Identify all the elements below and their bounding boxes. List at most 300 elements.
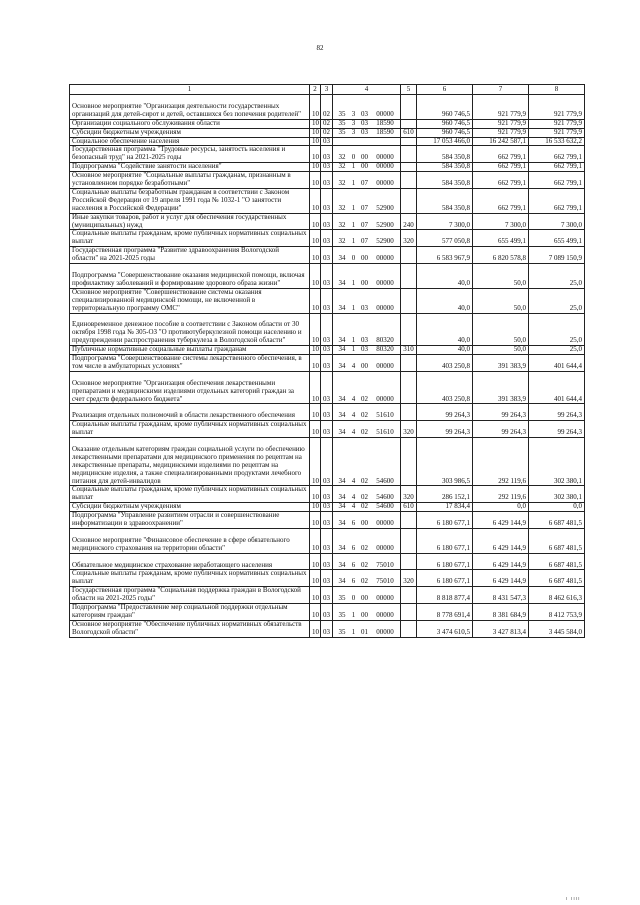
target-article-code xyxy=(333,346,401,355)
amount-year-3: 25,0 xyxy=(529,264,585,289)
row-name: Единовременное денежное пособие в соответствии с Законом области от 30 октября 1998 года № 305-ОЗ "О противотуберкулезной помощи населению и предупреждении распространения туберкулеза в Вологодской области" xyxy=(70,313,310,346)
section-code: 10 xyxy=(310,587,321,604)
header-cell: 8 xyxy=(529,85,585,95)
amount-year-1: 960 746,5 xyxy=(417,119,473,128)
target-article-part: 54600 xyxy=(376,476,394,485)
subsection-code: 03 xyxy=(321,604,333,621)
expense-type-code xyxy=(401,587,417,604)
target-article-part: 00000 xyxy=(376,254,394,263)
target-article-part: 75010 xyxy=(376,560,394,569)
subsection-code: 03 xyxy=(321,620,333,637)
target-article-part: 02 xyxy=(361,543,368,552)
row-name: Подпрограмма "Содействие занятости населения" xyxy=(70,163,310,172)
target-article-code xyxy=(333,95,401,120)
target-article-code xyxy=(333,587,401,604)
target-article-code xyxy=(333,355,401,372)
target-article-part: 00 xyxy=(361,361,368,370)
amount-year-1: 577 050,8 xyxy=(417,230,473,247)
table-row xyxy=(70,404,585,421)
row-name: Социальные выплаты гражданам, кроме публичных нормативных социальных выплат xyxy=(70,421,310,438)
target-article-code xyxy=(333,570,401,587)
expense-type-code xyxy=(401,604,417,621)
target-article-part: 1 xyxy=(351,336,356,345)
header-cell: 2 xyxy=(310,85,321,95)
amount-year-3: 662 799,1 xyxy=(529,172,585,189)
section-code: 10 xyxy=(310,486,321,503)
amount-year-1: 8 778 691,4 xyxy=(417,604,473,621)
target-article-part: 00000 xyxy=(376,109,394,118)
target-article-part: 80320 xyxy=(376,345,394,354)
expense-type-code: 310 xyxy=(401,346,417,355)
table-body xyxy=(70,95,585,638)
target-article-code xyxy=(333,421,401,438)
section-code: 10 xyxy=(310,95,321,120)
amount-year-2: 6 820 578,8 xyxy=(473,247,529,264)
amount-year-1: 40,0 xyxy=(417,288,473,313)
target-article-part: 1 xyxy=(351,610,356,619)
target-article-part: 4 xyxy=(351,361,356,370)
header-cell: 7 xyxy=(473,85,529,95)
row-name: Государственная программа "Развитие здравоохранения Вологодской области" на 2021-2025 годы xyxy=(70,247,310,264)
section-code: 10 xyxy=(310,438,321,486)
expense-type-code xyxy=(401,264,417,289)
subsection-code: 03 xyxy=(321,146,333,163)
subsection-code: 03 xyxy=(321,587,333,604)
amount-year-2: 6 429 144,9 xyxy=(473,553,529,570)
target-article-part: 34 xyxy=(338,361,346,370)
amount-year-2: 0,0 xyxy=(473,503,529,512)
amount-year-1: 17 834,4 xyxy=(417,503,473,512)
section-code: 10 xyxy=(310,570,321,587)
amount-year-3: 662 799,1 xyxy=(529,163,585,172)
table-row xyxy=(70,503,585,512)
target-article-part: 1 xyxy=(351,203,356,212)
subsection-code: 03 xyxy=(321,188,333,213)
expense-type-code xyxy=(401,528,417,553)
target-article-code xyxy=(333,163,401,172)
amount-year-3: 302 380,1 xyxy=(529,486,585,503)
target-article-part: 18590 xyxy=(376,119,394,127)
target-article-part: 00 xyxy=(361,278,368,287)
table-row xyxy=(70,346,585,355)
target-article-code xyxy=(333,119,401,128)
expense-type-code xyxy=(401,438,417,486)
target-article-part: 32 xyxy=(338,179,346,188)
target-article-part: 03 xyxy=(361,303,368,312)
row-name: Публичные нормативные социальные выплаты гражданам xyxy=(70,346,310,355)
row-name: Подпрограмма "Управление развитием отрасли и совершенствование информатизации в здравоохранении" xyxy=(70,512,310,529)
header-cell: 3 xyxy=(321,85,333,95)
target-article-part: 54600 xyxy=(376,502,394,511)
amount-year-1: 40,0 xyxy=(417,313,473,346)
subsection-code: 02 xyxy=(321,128,333,137)
subsection-code: 03 xyxy=(321,371,333,404)
row-name: Социальные выплаты безработным гражданам в соответствии с Законом Российской Федерации от 19 апреля 1991 года № 1032-1 "О занятости населения в Российской Федерации" xyxy=(70,188,310,213)
amount-year-1: 584 350,8 xyxy=(417,163,473,172)
target-article-part: 00000 xyxy=(376,153,394,162)
target-article-part: 34 xyxy=(338,502,346,511)
amount-year-1: 403 250,8 xyxy=(417,371,473,404)
target-article-part: 1 xyxy=(351,627,356,636)
target-article-code xyxy=(333,620,401,637)
target-article-part: 34 xyxy=(338,476,346,485)
amount-year-3: 6 687 481,5 xyxy=(529,528,585,553)
section-code: 10 xyxy=(310,313,321,346)
target-article-code xyxy=(333,604,401,621)
amount-year-2: 8 431 547,3 xyxy=(473,587,529,604)
table-row xyxy=(70,587,585,604)
amount-year-1: 584 350,8 xyxy=(417,188,473,213)
amount-year-3: 99 264,3 xyxy=(529,404,585,421)
subsection-code: 03 xyxy=(321,264,333,289)
target-article-part: 51610 xyxy=(376,411,394,420)
section-code: 10 xyxy=(310,163,321,172)
target-article-part: 00000 xyxy=(376,394,394,403)
target-article-part: 02 xyxy=(361,577,368,586)
target-article-part: 00000 xyxy=(376,543,394,552)
row-name: Организации социального обслуживания области xyxy=(70,119,310,128)
header-row xyxy=(70,85,585,95)
amount-year-3: 8 462 616,3 xyxy=(529,587,585,604)
target-article-code xyxy=(333,404,401,421)
section-code: 10 xyxy=(310,604,321,621)
table-row xyxy=(70,137,585,146)
subsection-code: 03 xyxy=(321,512,333,529)
amount-year-3: 6 687 481,5 xyxy=(529,553,585,570)
subsection-code: 03 xyxy=(321,213,333,230)
amount-year-1: 286 152,1 xyxy=(417,486,473,503)
amount-year-3: 8 412 753,9 xyxy=(529,604,585,621)
target-article-part: 00000 xyxy=(376,594,394,603)
amount-year-2: 8 381 684,9 xyxy=(473,604,529,621)
expense-type-code xyxy=(401,247,417,264)
amount-year-3: 0,0 xyxy=(529,503,585,512)
expense-type-code: 320 xyxy=(401,486,417,503)
amount-year-3: 921 779,9 xyxy=(529,119,585,128)
target-article-code xyxy=(333,528,401,553)
header-cell: 6 xyxy=(417,85,473,95)
target-article-code xyxy=(333,371,401,404)
target-article-part: 00 xyxy=(361,594,368,603)
table-row xyxy=(70,486,585,503)
subsection-code: 03 xyxy=(321,230,333,247)
target-article-code xyxy=(333,553,401,570)
target-article-part: 35 xyxy=(338,109,346,118)
target-article-part: 35 xyxy=(338,128,346,136)
amount-year-1: 8 818 877,4 xyxy=(417,587,473,604)
target-article-part: 1 xyxy=(351,237,356,246)
amount-year-1: 6 180 677,1 xyxy=(417,570,473,587)
expense-type-code xyxy=(401,620,417,637)
section-code: 10 xyxy=(310,213,321,230)
header-cell: 4 xyxy=(333,85,401,95)
target-article-part: 02 xyxy=(361,428,368,437)
target-article-part: 52900 xyxy=(376,237,394,246)
amount-year-2: 292 119,6 xyxy=(473,486,529,503)
subsection-code: 03 xyxy=(321,313,333,346)
target-article-part: 52900 xyxy=(376,220,394,229)
target-article-part: 00 xyxy=(361,162,368,171)
subsection-code: 03 xyxy=(321,570,333,587)
subsection-code: 03 xyxy=(321,346,333,355)
target-article-code xyxy=(333,172,401,189)
amount-year-3: 25,0 xyxy=(529,313,585,346)
budget-table xyxy=(69,84,585,638)
row-name: Подпрограмма "Совершенствование оказания медицинской помощи, включая профилактику заболеваний и формирование здорового образа жизни" xyxy=(70,264,310,289)
row-name: Основное мероприятие "Финансовое обеспечение в сфере обязательного медицинского страхования на территории области" xyxy=(70,528,310,553)
table-row xyxy=(70,421,585,438)
subsection-code: 03 xyxy=(321,404,333,421)
target-article-part: 00000 xyxy=(376,627,394,636)
target-article-part: 35 xyxy=(338,610,346,619)
target-article-part: 02 xyxy=(361,493,368,502)
amount-year-1: 40,0 xyxy=(417,264,473,289)
amount-year-2: 662 799,1 xyxy=(473,163,529,172)
subsection-code: 03 xyxy=(321,438,333,486)
row-name: Социальные выплаты гражданам, кроме публичных нормативных социальных выплат xyxy=(70,230,310,247)
subsection-code: 03 xyxy=(321,553,333,570)
target-article-part: 35 xyxy=(338,627,346,636)
target-article-part: 03 xyxy=(361,128,368,136)
target-article-part: 75010 xyxy=(376,577,394,586)
expense-type-code xyxy=(401,119,417,128)
target-article-part: 6 xyxy=(351,577,356,586)
target-article-part: 00000 xyxy=(376,519,394,528)
table-row xyxy=(70,146,585,163)
table-row xyxy=(70,264,585,289)
amount-year-3: 6 687 481,5 xyxy=(529,570,585,587)
section-code: 10 xyxy=(310,137,321,146)
expense-type-code xyxy=(401,355,417,372)
target-article-part: 34 xyxy=(338,519,346,528)
row-name: Основное мероприятие "Обеспечение публичных нормативных обязательств Вологодской области" xyxy=(70,620,310,637)
amount-year-2: 3 427 813,4 xyxy=(473,620,529,637)
row-name: Основное мероприятие "Совершенствование системы оказания специализированной медицинской помощи, не включенной в территориальную программу ОМС" xyxy=(70,288,310,313)
table-row xyxy=(70,95,585,120)
amount-year-1: 403 250,8 xyxy=(417,355,473,372)
target-article-part: 03 xyxy=(361,336,368,345)
section-code: 10 xyxy=(310,288,321,313)
amount-year-2: 6 429 144,9 xyxy=(473,512,529,529)
row-name: Социальное обеспечение населения xyxy=(70,137,310,146)
amount-year-3: 655 499,1 xyxy=(529,230,585,247)
amount-year-1: 6 583 967,9 xyxy=(417,247,473,264)
target-article-part: 51610 xyxy=(376,428,394,437)
target-article-part: 4 xyxy=(351,411,356,420)
target-article-part: 34 xyxy=(338,345,346,354)
row-name: Социальные выплаты гражданам, кроме публичных нормативных социальных выплат xyxy=(70,570,310,587)
expense-type-code xyxy=(401,553,417,570)
target-article-part: 6 xyxy=(351,543,356,552)
row-name: Оказание отдельным категориям граждан социальной услуги по обеспечению лекарственными препаратами для медицинского применения по рецептам на лекарственные препараты, медицинскими изделиями по рецептам на медицинские изделия, а также специализированными продуктами лечебного питания для детей-инвалидов xyxy=(70,438,310,486)
target-article-code xyxy=(333,486,401,503)
amount-year-2: 6 429 144,9 xyxy=(473,570,529,587)
amount-year-2: 7 300,0 xyxy=(473,213,529,230)
amount-year-3: 7 300,0 xyxy=(529,213,585,230)
expense-type-code: 610 xyxy=(401,128,417,137)
amount-year-1: 584 350,8 xyxy=(417,146,473,163)
amount-year-1: 99 264,3 xyxy=(417,421,473,438)
target-article-part: 00000 xyxy=(376,361,394,370)
section-code: 10 xyxy=(310,128,321,137)
target-article-part: 34 xyxy=(338,278,346,287)
amount-year-2: 99 264,3 xyxy=(473,404,529,421)
target-article-part: 32 xyxy=(338,203,346,212)
target-article-part: 01 xyxy=(361,627,368,636)
amount-year-2: 662 799,1 xyxy=(473,146,529,163)
section-code: 10 xyxy=(310,620,321,637)
target-article-part: 02 xyxy=(361,394,368,403)
section-code: 10 xyxy=(310,512,321,529)
section-code: 10 xyxy=(310,404,321,421)
subsection-code: 03 xyxy=(321,528,333,553)
table-row xyxy=(70,512,585,529)
expense-type-code xyxy=(401,371,417,404)
target-article-part: 02 xyxy=(361,502,368,511)
target-article-part: 34 xyxy=(338,336,346,345)
subsection-code: 03 xyxy=(321,503,333,512)
target-article-part: 32 xyxy=(338,220,346,229)
row-name: Обязательное медицинское страхование неработающего населения xyxy=(70,553,310,570)
amount-year-1: 584 350,8 xyxy=(417,172,473,189)
section-code: 10 xyxy=(310,503,321,512)
amount-year-3: 921 779,9 xyxy=(529,95,585,120)
target-article-part: 52900 xyxy=(376,203,394,212)
amount-year-2: 662 799,1 xyxy=(473,172,529,189)
target-article-part: 80320 xyxy=(376,336,394,345)
target-article-part: 00000 xyxy=(376,278,394,287)
header-cell: 1 xyxy=(70,85,310,95)
target-article-part: 34 xyxy=(338,411,346,420)
table-row xyxy=(70,188,585,213)
amount-year-1: 6 180 677,1 xyxy=(417,512,473,529)
subsection-code: 03 xyxy=(321,172,333,189)
target-article-part: 3 xyxy=(351,128,356,136)
amount-year-1: 40,0 xyxy=(417,346,473,355)
target-article-part: 3 xyxy=(351,119,356,127)
target-article-part: 03 xyxy=(361,345,368,354)
amount-year-3: 25,0 xyxy=(529,346,585,355)
amount-year-3: 921 779,9 xyxy=(529,128,585,137)
row-name: Субсидии бюджетным учреждениям xyxy=(70,503,310,512)
amount-year-3: 662 799,1 xyxy=(529,146,585,163)
amount-year-2: 391 383,9 xyxy=(473,355,529,372)
target-article-part: 3 xyxy=(351,109,356,118)
amount-year-2: 50,0 xyxy=(473,313,529,346)
subsection-code: 03 xyxy=(321,288,333,313)
target-article-part: 34 xyxy=(338,394,346,403)
expense-type-code xyxy=(401,146,417,163)
target-article-part: 1 xyxy=(351,278,356,287)
expense-type-code xyxy=(401,137,417,146)
target-article-part: 1 xyxy=(351,179,356,188)
target-article-part: 4 xyxy=(351,502,356,511)
target-article-part: 00 xyxy=(361,519,368,528)
expense-type-code: 610 xyxy=(401,503,417,512)
subsection-code: 03 xyxy=(321,355,333,372)
target-article-code xyxy=(333,264,401,289)
target-article-part: 34 xyxy=(338,303,346,312)
target-article-code xyxy=(333,313,401,346)
section-code: 10 xyxy=(310,371,321,404)
expense-type-code xyxy=(401,95,417,120)
amount-year-2: 921 779,9 xyxy=(473,119,529,128)
expense-type-code xyxy=(401,404,417,421)
amount-year-2: 50,0 xyxy=(473,288,529,313)
amount-year-1: 960 746,5 xyxy=(417,128,473,137)
amount-year-3: 401 644,4 xyxy=(529,371,585,404)
target-article-part: 32 xyxy=(338,162,346,171)
target-article-part: 32 xyxy=(338,153,346,162)
target-article-part: 34 xyxy=(338,560,346,569)
expense-type-code xyxy=(401,512,417,529)
row-name: Основное мероприятие "Социальные выплаты гражданам, признанным в установленном порядке безработными" xyxy=(70,172,310,189)
section-code: 10 xyxy=(310,264,321,289)
section-code: 10 xyxy=(310,172,321,189)
table-row xyxy=(70,528,585,553)
row-name: Подпрограмма "Совершенствование системы лекарственного обеспечения, в том числе в амбулаторных условиях" xyxy=(70,355,310,372)
table-row xyxy=(70,371,585,404)
amount-year-1: 303 986,5 xyxy=(417,438,473,486)
target-article-part: 00 xyxy=(361,254,368,263)
amount-year-3: 302 380,1 xyxy=(529,438,585,486)
table-row xyxy=(70,620,585,637)
target-article-part: 03 xyxy=(361,119,368,127)
amount-year-3: 3 445 584,0 xyxy=(529,620,585,637)
target-article-part: 03 xyxy=(361,109,368,118)
expense-type-code xyxy=(401,313,417,346)
amount-year-2: 99 264,3 xyxy=(473,421,529,438)
amount-year-2: 655 499,1 xyxy=(473,230,529,247)
row-name: Иные закупки товаров, работ и услуг для обеспечения государственных (муниципальных) нужд xyxy=(70,213,310,230)
target-article-part: 07 xyxy=(361,179,368,188)
expense-type-code xyxy=(401,172,417,189)
target-article-part: 1 xyxy=(351,345,356,354)
target-article-code xyxy=(333,146,401,163)
section-code: 10 xyxy=(310,355,321,372)
table-row xyxy=(70,313,585,346)
amount-year-2: 16 242 587,1 xyxy=(473,137,529,146)
target-article-code xyxy=(333,188,401,213)
amount-year-1: 6 180 677,1 xyxy=(417,553,473,570)
table-row xyxy=(70,230,585,247)
table-row xyxy=(70,247,585,264)
table-row xyxy=(70,119,585,128)
target-article-part: 00 xyxy=(361,610,368,619)
target-article-part: 54600 xyxy=(376,493,394,502)
table-row xyxy=(70,172,585,189)
amount-year-3: 25,0 xyxy=(529,288,585,313)
amount-year-2: 50,0 xyxy=(473,264,529,289)
amount-year-2: 391 383,9 xyxy=(473,371,529,404)
target-article-part: 00000 xyxy=(376,179,394,188)
section-code: 10 xyxy=(310,553,321,570)
target-article-part: 00000 xyxy=(376,610,394,619)
target-article-part: 34 xyxy=(338,577,346,586)
table-row xyxy=(70,163,585,172)
target-article-code xyxy=(333,503,401,512)
target-article-part: 6 xyxy=(351,519,356,528)
target-article-code xyxy=(333,137,401,146)
row-name: Государственная программа "Социальная поддержка граждан в Вологодской области на 2021-2025 годы" xyxy=(70,587,310,604)
target-article-part: 0 xyxy=(351,594,356,603)
section-code: 10 xyxy=(310,528,321,553)
amount-year-2: 292 119,6 xyxy=(473,438,529,486)
target-article-part: 34 xyxy=(338,428,346,437)
expense-type-code: 240 xyxy=(401,213,417,230)
section-code: 10 xyxy=(310,119,321,128)
section-code: 10 xyxy=(310,230,321,247)
